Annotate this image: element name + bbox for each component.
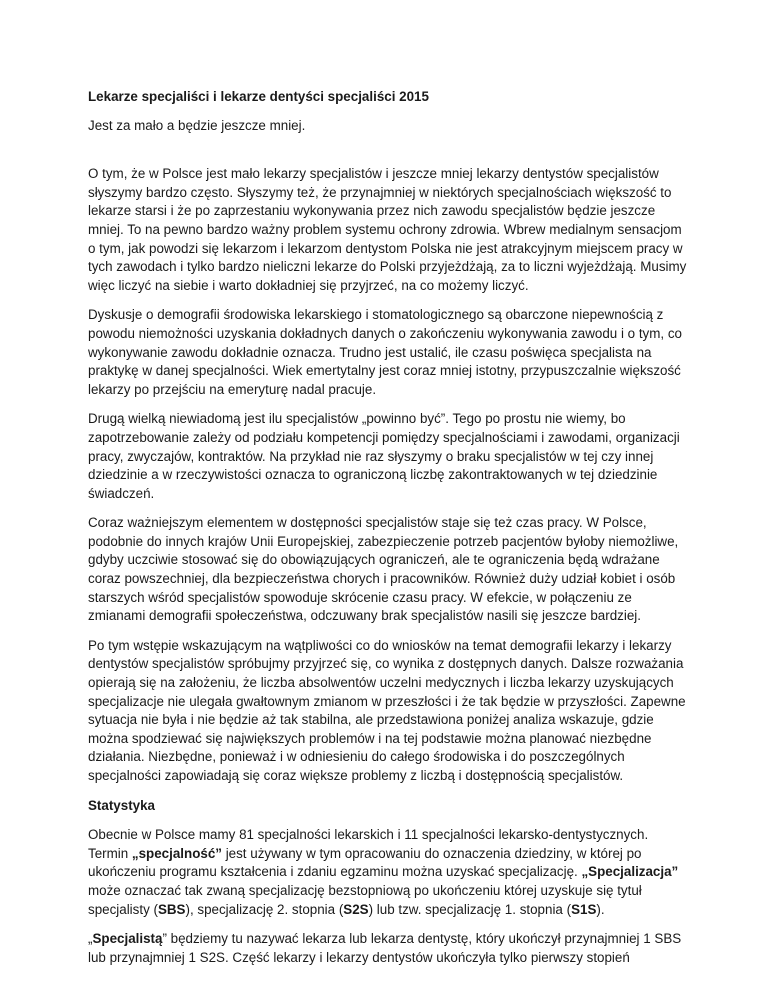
def-text-1: „ [88, 931, 93, 947]
abbr-sbs: SBS [157, 901, 186, 917]
term-specjalista: Specjalistą [92, 931, 163, 947]
term-specjalizacja: „Specjalizacja” [581, 864, 679, 880]
document-title: Lekarze specjaliści i lekarze dentyści specjaliści 2015 [88, 89, 429, 104]
term-specjalnosc: „specjalność” [131, 845, 222, 861]
paragraph-intro: O tym, że w Polsce jest mało lekarzy specjalistów i jeszcze mniej lekarzy dentystów specjalistów słyszymy bardzo często. Słyszymy też, że przynajmniej w niektórych specjalnościach większość to lekarze starsi i że po zaprzestaniu wykonywania przez nich zawodu specjalistów będzie jeszcze mniej. To na pewno bardzo ważny problem systemu ochrony zdrowia. Wbrew medialnym sensacjom o tym, jak powodzi się lekarzom i lekarzom dentystom Polska nie jest atrakcyjnym miejscem pracy w tych zawodach i tylko bardzo nieliczni lekarze do Polski przyjeżdżają, za to liczni wyjeżdżają. Musimy więc liczyć na siebie i warto dokładniej się przyjrzeć, na co możemy liczyć. [88, 166, 687, 293]
stat-text-5: ) lub tzw. specjalizację 1. stopnia ( [368, 901, 572, 917]
section-heading-statystyka: Statystyka [88, 797, 155, 813]
document-page [88, 88, 688, 978]
paragraph-specialist-definition [88, 930, 688, 967]
def-text-2: ” będziemy tu nazywać lekarza lub lekarza dentystę, który ukończył przynajmniej 1 SBS lub przynajmniej 1 S2S. Część lekarzy i lekarzy dentystów ukończyła tylko pierwszy stopień [88, 931, 682, 965]
stat-text-6: ). [596, 901, 605, 917]
stat-text-1: Obecnie w Polsce mamy 81 specjalności lekarskich i 11 specjalności lekarsko-dentystycznych. Termin [88, 827, 649, 861]
document-subtitle: Jest za mało a będzie jeszcze mniej. [88, 117, 306, 133]
stat-text-4: ), specjalizację 2. stopnia ( [185, 901, 344, 917]
paragraph-unknown: Drugą wielką niewiadomą jest ilu specjalistów „powinno być”. Tego po prostu nie wiemy, bo zapotrzebowanie zależy od podziału kompetencji pomiędzy specjalnościami i zawodami, organizacji pracy, zwyczajów, kontraktów. Na przykład nie raz słyszymy o braku specjalistów w tej czy innej dziedzinie a w rzeczywistości oznacza to ograniczoną liczbę zakontraktowanych w tej dziedzinie świadczeń. [88, 411, 680, 501]
abbr-s2s: S2S [343, 901, 369, 917]
paragraph-analysis: Po tym wstępie wskazującym na wątpliwości co do wniosków na temat demografii lekarzy i lekarzy dentystów specjalistów spróbujmy przyjrzeć się, co wynika z dostępnych danych. Dalsze rozważania opierają się na założeniu, że liczba absolwentów uczelni medycznych i liczba lekarzy uzyskujących specjalizacje nie ulegała gwałtownym zmianom w przeszłości i że tak będzie w przyszłości. Zapewne sytuacja nie była i nie będzie aż tak stabilna, ale przedstawiona poniżej analiza wskazuje, gdzie można spodziewać się największych problemów i na tej podstawie można planować niezbędne działania. Niezbędne, ponieważ i w odniesieniu do całego środowiska i do poszczególnych specjalności zapowiadają się coraz większe problemy z liczbą i dostępnością specjalistów. [88, 637, 686, 783]
paragraph-work-time: Coraz ważniejszym elementem w dostępności specjalistów staje się też czas pracy. W Polsce, podobnie do innych krajów Unii Europejskiej, zabezpieczenie potrzeb pacjentów byłoby niemożliwe, gdyby uczciwie stosować się do obowiązujących ograniczeń, ale te ograniczenia będą wdrażane coraz powszechniej, dla bezpieczeństwa chorych i pracowników. Również duży udział kobiet i osób starszych wśród specjalistów spowoduje skrócenie czasu pracy. W efekcie, w połączeniu ze zmianami demografii społeczeństwa, odczuwany brak specjalistów nasili się jeszcze bardziej. [88, 515, 679, 624]
paragraph-demography: Dyskusje o demografii środowiska lekarskiego i stomatologicznego są obarczone niepewnością z powodu niemożności uzyskania dokładnych danych o zakończeniu wykonywania zawodu i o tym, co wykonywanie zawodu dokładnie oznacza. Trudno jest ustalić, ile czasu poświęca specjalista na praktykę w danej specjalności. Wiek emertytalny jest coraz mniej istotny, przypuszczalnie większość lekarzy po przejściu na emeryturę nadal pracuje. [88, 307, 682, 397]
stat-text-2: jest używany w tym opracowaniu do oznaczenia dziedziny, w której po ukończeniu programu kształcenia i zdaniu egzaminu można uzyskać specjalizację. [88, 845, 642, 880]
stat-text-3: może oznaczać tak zwaną specjalizację bezstopniową po ukończeniu której uzyskuje się tytuł specjalisty ( [88, 882, 642, 917]
abbr-s1s: S1S [571, 901, 597, 917]
paragraph-statistics [88, 826, 688, 919]
